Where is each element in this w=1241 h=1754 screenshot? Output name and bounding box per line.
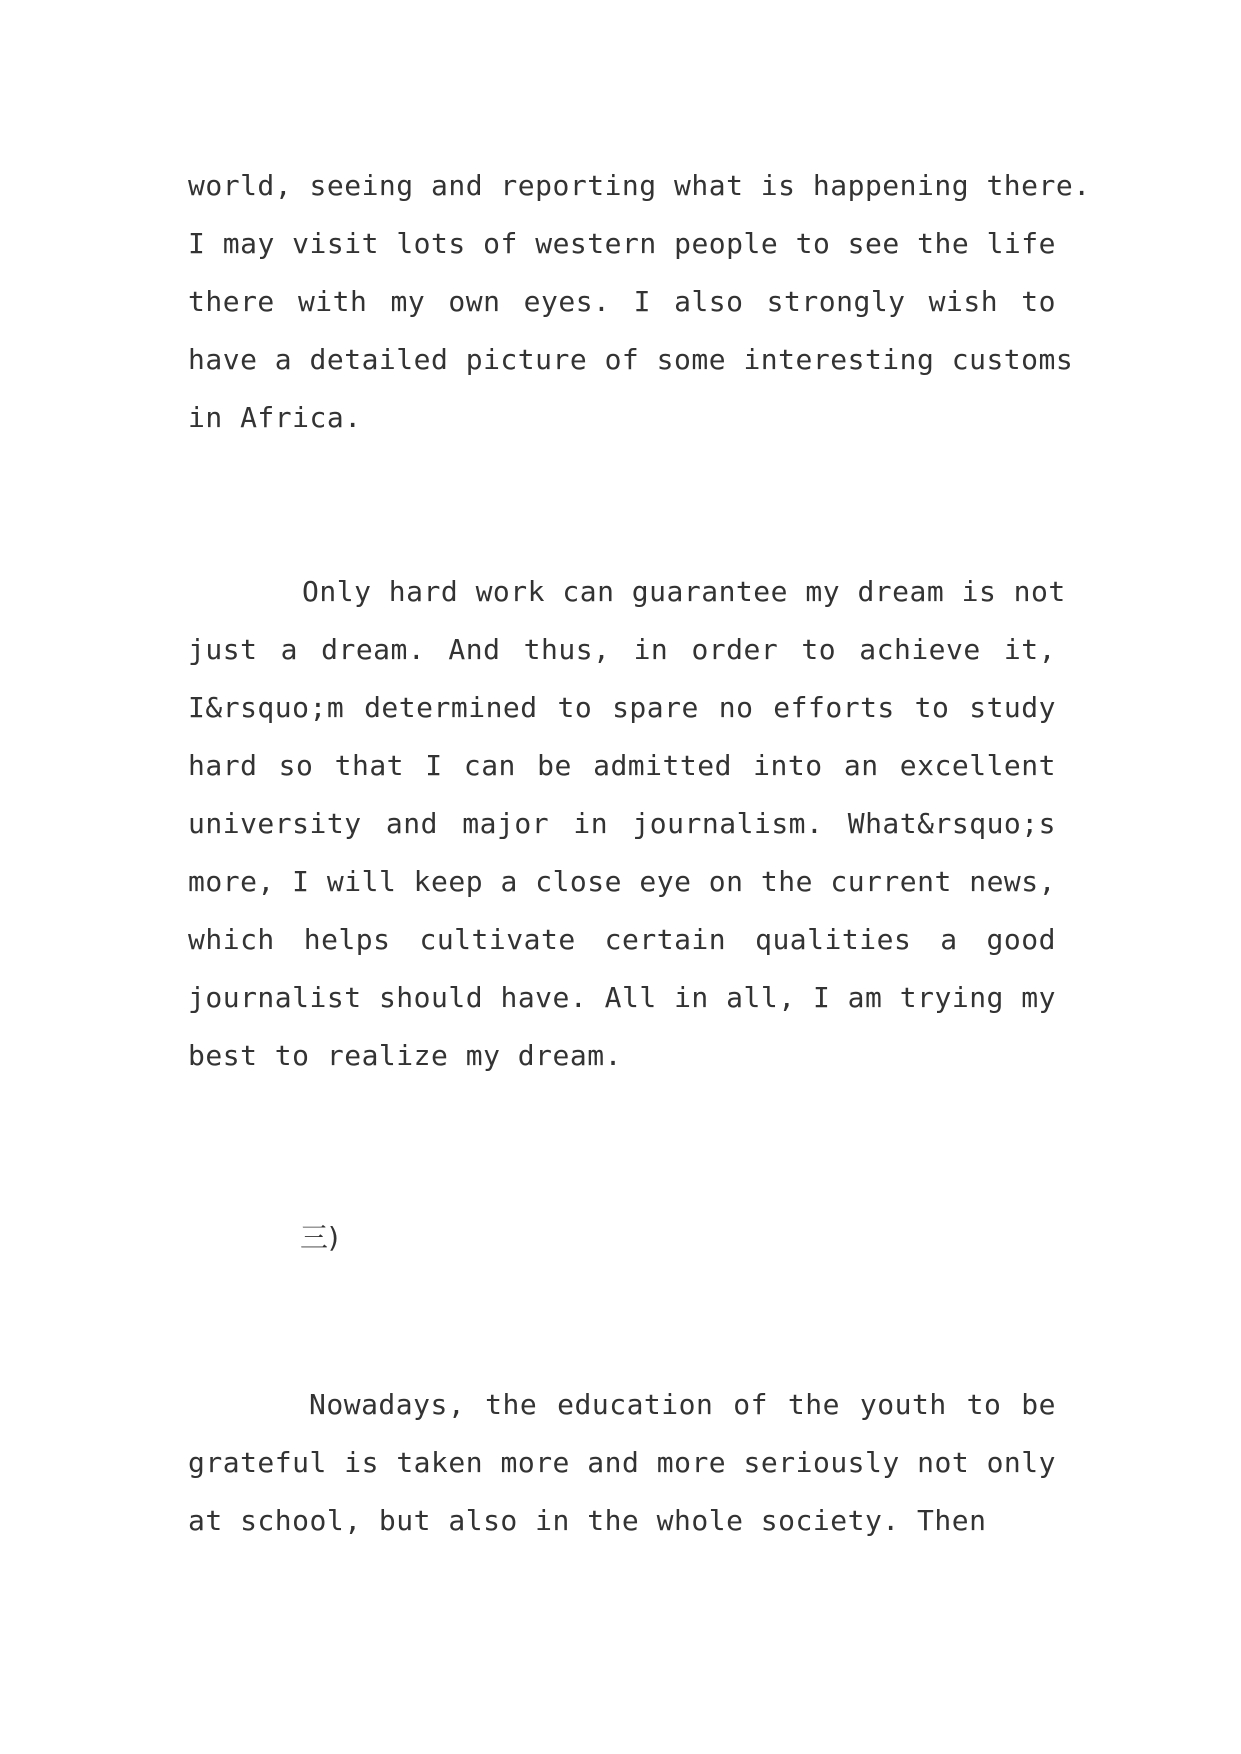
paragraph-3-line-3: at school, but also in the whole society. Then bbox=[188, 1504, 987, 1537]
paragraph-3-line-1: Nowadays, the education of the youth to be bbox=[309, 1388, 1056, 1421]
paragraph-2-line-3: I&rsquo;m determined to spare no efforts to study bbox=[188, 691, 1056, 724]
paragraph-1-line-2: I may visit lots of western people to see the life bbox=[188, 227, 1056, 260]
paragraph-1-line-5: in Africa. bbox=[188, 401, 362, 434]
paragraph-2-line-1: Only hard work can guarantee my dream is not bbox=[302, 575, 1066, 608]
paragraph-1-line-1: world, seeing and reporting what is happening there. bbox=[188, 169, 1091, 202]
paragraph-2-line-8: journalist should have. All in all, I am trying my bbox=[188, 981, 1056, 1014]
paragraph-1-line-3: there with my own eyes. I also strongly wish to bbox=[188, 285, 1056, 318]
paragraph-2-line-7: which helps cultivate certain qualities a good bbox=[188, 923, 1056, 956]
paragraph-1-line-4: have a detailed picture of some interesting customs bbox=[188, 343, 1074, 376]
paragraph-2-line-4: hard so that I can be admitted into an excellent bbox=[188, 749, 1056, 782]
section-heading: 三) bbox=[300, 1221, 339, 1254]
paragraph-2-line-9: best to realize my dream. bbox=[188, 1039, 622, 1072]
paragraph-2-line-6: more, I will keep a close eye on the current news, bbox=[188, 865, 1056, 898]
paragraph-3-line-2: grateful is taken more and more seriously not only bbox=[188, 1446, 1056, 1479]
paragraph-2-line-5: university and major in journalism. What&rsquo;s bbox=[188, 807, 1056, 840]
paragraph-2-line-2: just a dream. And thus, in order to achieve it, bbox=[188, 633, 1056, 666]
